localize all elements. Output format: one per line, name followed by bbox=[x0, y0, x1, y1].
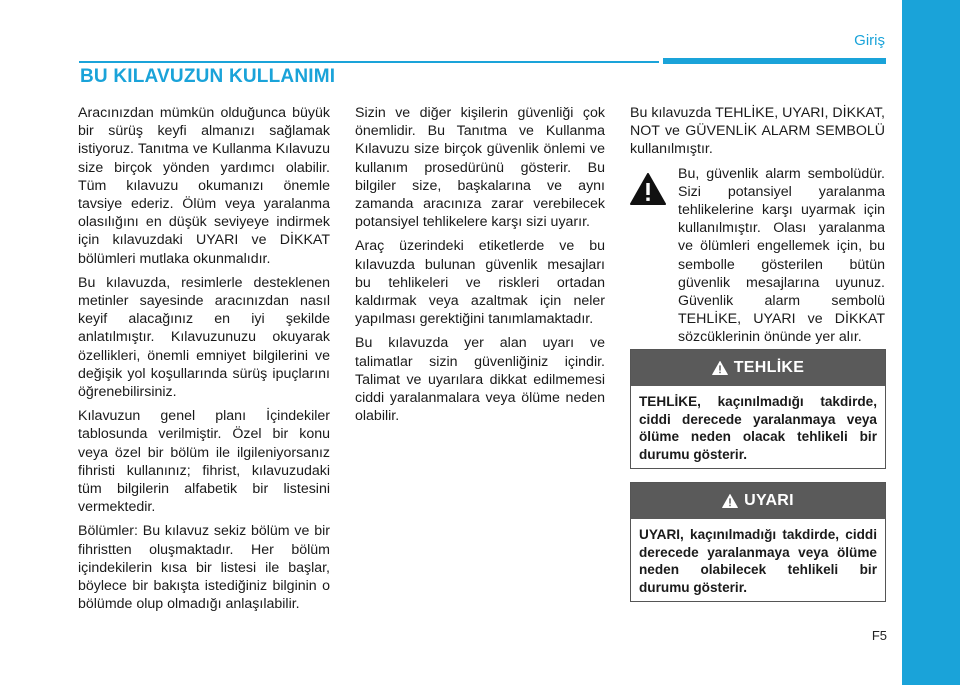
column-3 bbox=[630, 104, 885, 347]
section-label: Giriş bbox=[854, 32, 885, 49]
danger-box bbox=[630, 349, 886, 469]
paragraph: Bu kılavuzda TEHLİKE, UYARI, DİKKAT, NOT ve GÜVENLİK ALARM SEMBOLÜ kullanılmıştır. bbox=[630, 105, 885, 158]
warning-box bbox=[630, 482, 886, 602]
paragraph: Sizin ve diğer kişilerin güvenliği çok önemlidir. Bu Tanıtma ve Kullanma Kılavuzu size birçok güvenlik önlemi ve kullanım prosedürünü gösterir. Bu bilgiler size, başkalarına ve aynı zamanda aracınıza zarar verebilecek potansiyel tehlikelere karşı sizi uyarır. bbox=[355, 105, 605, 231]
paragraph: Bu kılavuzda yer alan uyarı ve talimatlar sizin güvenliğiniz içindir. Talimat ve uyarılara dikkat edilmemesi ciddi yaralanmalara veya ölüme neden olabilir. bbox=[355, 335, 605, 425]
header-rule-thick bbox=[663, 58, 886, 64]
side-accent-bar bbox=[902, 0, 960, 685]
warning-triangle-icon bbox=[630, 165, 678, 347]
paragraph: Aracınızdan mümkün olduğunca büyük bir sürüş keyfi almanızı sağlamak istiyoruz. Tanıtma ve Kullanma Kılavuzu size birçok yönden yardımcı olabilir. Tüm kılavuzu okumanızı önemle tavsiye ederiz. Ölüm veya yaralanma olasılığını en düşük seviyeye indirmek için kılavuzdaki UYARI ve DİKKAT bölümleri mutlaka okunmalıdır. bbox=[78, 105, 330, 267]
safety-symbol-text: Bu, güvenlik alarm sembolüdür. Sizi potansiyel yaralanma tehlikelerine karşı uyarmak için kullanılmıştır. Olası yaralanma ve ölümleri engellemek için, bu sembolle gösterilen bütün güvenlik mesajlarına uyunuz. Güvenlik alarm sembolü TEHLİKE, UYARI ve DİKKAT sözcüklerinin önünde yer alır. bbox=[678, 165, 885, 346]
header-rule bbox=[79, 61, 659, 63]
paragraph: Araç üzerindeki etiketlerde ve bu kılavuzda bulunan güvenlik mesajları bu tehlikeleri ve riskleri ortadan kaldırmak veya azaltmak için neler yapılması gerektiğini tanımlamaktadır. bbox=[355, 238, 605, 328]
paragraph: Kılavuzun genel planı İçindekiler tablosunda verilmiştir. Özel bir konu veya özel bir bölüm ile ilgileniyorsanız fihristi kullanınız; fihrist, kılavuzudaki tüm bilgilerin alfabetik bir listesini vermektedir. bbox=[78, 408, 330, 516]
paragraph: Bölümler: Bu kılavuz sekiz bölüm ve bir fihristten oluşmaktadır. Her bölüm içindekilerin kısa bir listesi ile başlar, böylece bir bakışta istediğiniz bilginin o bölümde olup olmadığı anlaşılabilir. bbox=[78, 523, 330, 613]
warning-box-header bbox=[631, 483, 885, 519]
page-title: BU KILAVUZUN KULLANIMI bbox=[80, 66, 336, 87]
column-1 bbox=[78, 104, 330, 619]
safety-symbol-row bbox=[630, 165, 885, 347]
warning-triangle-icon bbox=[712, 361, 728, 375]
warning-triangle-icon bbox=[722, 494, 738, 508]
danger-box-body: TEHLİKE, kaçınılmadığı takdirde, ciddi derecede yaralanmaya veya ölüme neden olacak tehlikeli bir durumu gösterir. bbox=[639, 394, 877, 462]
page-number: F5 bbox=[871, 628, 887, 643]
warning-box-title: UYARI bbox=[744, 492, 794, 509]
danger-box-title: TEHLİKE bbox=[733, 359, 805, 376]
danger-box-header bbox=[631, 350, 885, 386]
paragraph: Bu kılavuzda, resimlerle desteklenen metinler sayesinde aracınızdan nasıl keyif alacağınız en iyi şekilde anlatılmıştır. Kılavuzunuzu okuyarak özellikleri, önemli emniyet bilgilerini ve değişik yol koşullarında sürüş ipuçlarını öğrenebilirsiniz. bbox=[78, 274, 330, 401]
warning-box-body: UYARI, kaçınılmadığı takdirde, ciddi derecede yaralanmaya veya ölüme neden olabilecek tehlikeli bir durumu gösterir. bbox=[639, 527, 877, 595]
column-2 bbox=[355, 104, 605, 431]
